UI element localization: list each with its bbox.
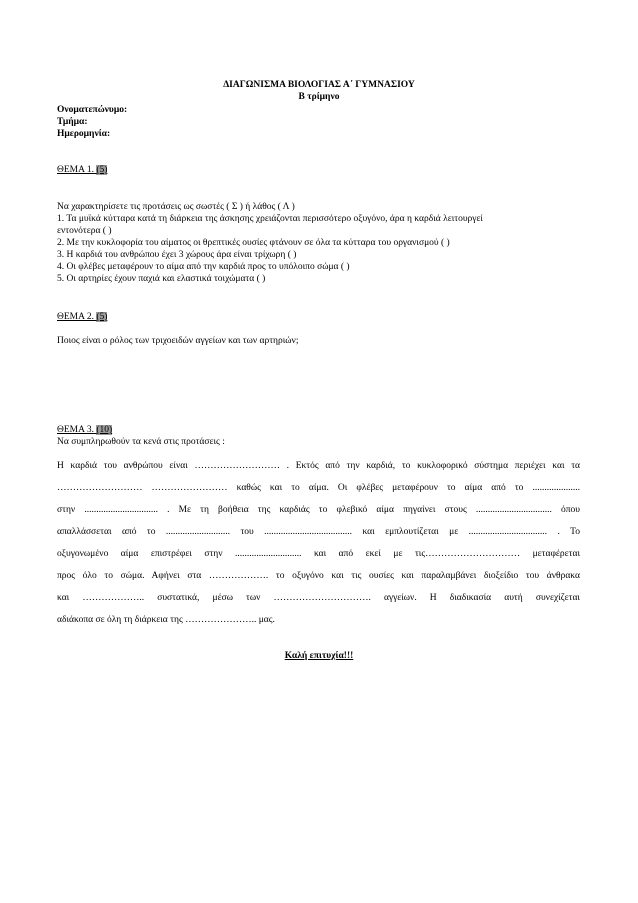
thema3-line: οξυγονωμένο αίμα επιστρέφει στην ............................ και από εκεί με τις………………………… μεταφέρεται	[57, 549, 580, 559]
thema3-line: Η καρδιά του ανθρώπου είναι ……………………… . Εκτός από την καρδιά, το κυκλοφορικό σύστημα περιέχει και τα	[57, 461, 580, 471]
thema3-points: (10)	[96, 425, 113, 435]
thema1-points: (5)	[96, 165, 108, 175]
thema3-instruction: Να συμπληρωθούν τα κενά στις προτάσεις :	[57, 437, 225, 447]
name-label: Ονοματεπώνυμο:	[57, 105, 128, 115]
thema2-title: ΘΕΜΑ 2.	[57, 312, 94, 322]
thema1-item: 2. Με την κυκλοφορία του αίματος οι θρεπτικές ουσίες φτάνουν σε όλα τα κύτταρα του οργανισμού ( )	[57, 238, 450, 248]
thema1-heading	[57, 164, 107, 176]
thema3-line: στην ............................... . Με τη βοήθεια της καρδιάς το φλεβικό αίμα πηγαίνει στους ................................ όπου	[57, 505, 580, 515]
thema3-line: απαλλάσσεται από το ........................... του ..................................... και εμπλουτίζεται με ................................. . Το	[57, 527, 580, 537]
thema1-title: ΘΕΜΑ 1.	[57, 165, 94, 175]
thema1-item: 1. Τα μυϊκά κύτταρα κατά τη διάρκεια της άσκησης χρειάζονται περισσότερο οξυγόνο, άρα η καρδιά λειτουργεί	[57, 214, 483, 224]
thema2-points: (5)	[96, 312, 108, 322]
thema3-line: προς όλο το σώμα. Αφήνει στα ………………. το οξυγόνο και τις ουσίες και παραλαμβάνει διοξείδιο του άνθρακα	[57, 571, 580, 581]
thema1-item: 5. Οι αρτηρίες έχουν παχιά και ελαστικά τοιχώματα ( )	[57, 274, 266, 284]
thema3-line: και ……………….. συστατικά, μέσω των …………………………. αγγείων. Η διαδικασία αυτή συνεχίζεται	[57, 593, 580, 603]
page-subtitle: Β τρίμηνο	[298, 92, 340, 102]
thema1-item: 3. Η καρδιά του ανθρώπου έχει 3 χώρους άρα είναι τρίχωρη ( )	[57, 250, 297, 260]
thema3-line: ……………………… …………………… καθώς και το αίμα. Οι φλέβες μεταφέρουν το αίμα από το ....................	[57, 483, 580, 493]
class-label: Τμήμα:	[57, 117, 88, 127]
closing-text: Καλή επιτυχία!!!	[284, 651, 354, 661]
thema1-instruction: Να χαρακτηρίσετε τις προτάσεις ως σωστές ( Σ ) ή λάθος ( Λ )	[57, 202, 295, 212]
thema1-item: 4. Οι φλέβες μεταφέρουν το αίμα από την καρδιά προς το υπόλοιπο σώμα ( )	[57, 262, 350, 272]
thema1-item: εντονότερα ( )	[57, 226, 112, 236]
date-label: Ημερομηνία:	[57, 129, 111, 139]
page-title: ΔΙΑΓΩΝΙΣΜΑ ΒΙΟΛΟΓΙΑΣ Α΄ ΓΥΜΝΑΣΙΟΥ	[223, 80, 415, 90]
thema3-line: αδιάκοπα σε όλη τη διάρκεια της ………………….. μας.	[57, 615, 275, 625]
thema3-title: ΘΕΜΑ 3.	[57, 425, 94, 435]
thema3-heading	[57, 424, 112, 436]
thema2-heading	[57, 311, 107, 323]
thema2-question: Ποιος είναι ο ρόλος των τριχοειδών αγγείων και των αρτηριών;	[57, 336, 299, 346]
